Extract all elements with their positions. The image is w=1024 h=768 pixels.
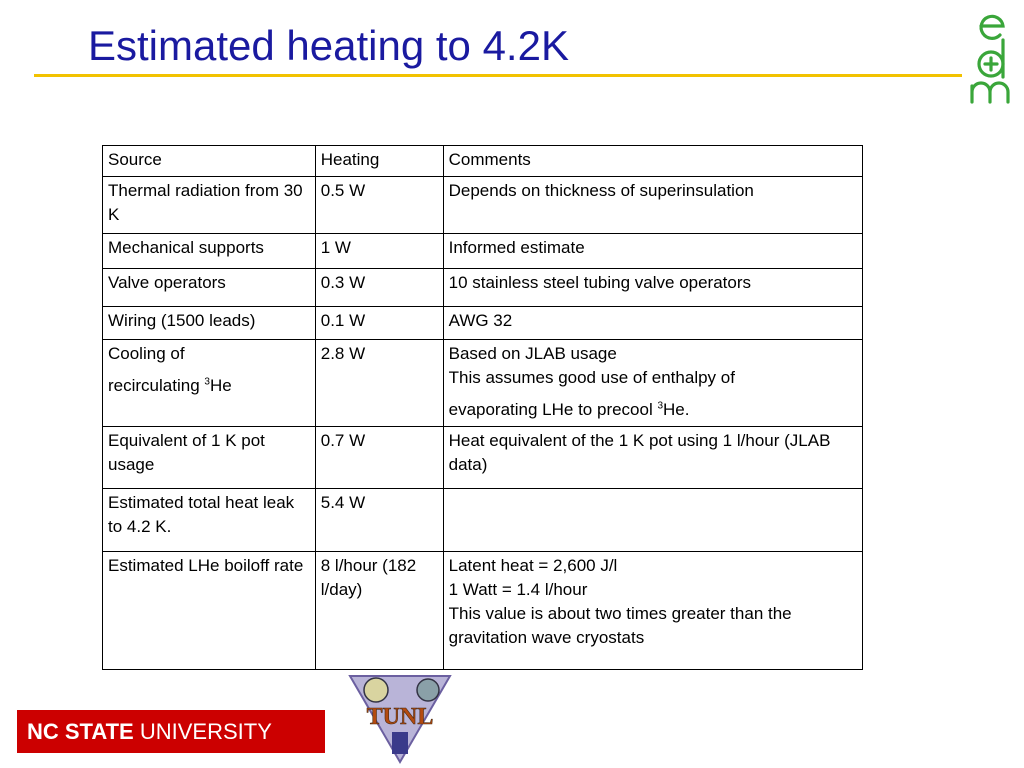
cell-heating: 2.8 W xyxy=(315,340,443,427)
cell-source: Mechanical supports xyxy=(103,234,316,269)
ncsu-logo-bold: NC STATE xyxy=(27,719,134,744)
cell-comments: Depends on thickness of superinsulation xyxy=(443,177,862,234)
cell-comments: Heat equivalent of the 1 K pot using 1 l/hour (JLAB data) xyxy=(443,427,862,489)
table-row xyxy=(103,427,863,489)
cell-comments-line: 1 Watt = 1.4 l/hour xyxy=(448,580,588,599)
cell-heating: 0.5 W xyxy=(315,177,443,234)
cell-source: Estimated total heat leak to 4.2 K. xyxy=(103,489,316,552)
text-fragment: He xyxy=(209,376,232,395)
cell-source: Wiring (1500 leads) xyxy=(103,307,316,340)
table-row xyxy=(103,234,863,269)
cell-source xyxy=(103,340,316,427)
cell-source-line: Cooling of xyxy=(108,344,185,363)
cell-comments xyxy=(443,340,862,427)
table-row xyxy=(103,269,863,307)
text-fragment: recirculating xyxy=(108,376,205,395)
header-comments: Comments xyxy=(443,146,862,177)
cell-source: Equivalent of 1 K pot usage xyxy=(103,427,316,489)
superscript: 3 xyxy=(204,376,210,388)
edm-logo xyxy=(966,6,1020,106)
header-source: Source xyxy=(103,146,316,177)
cell-source: Thermal radiation from 30 K xyxy=(103,177,316,234)
cell-comments: 10 stainless steel tubing valve operators xyxy=(443,269,862,307)
table-row xyxy=(103,552,863,670)
ncsu-logo-rest: UNIVERSITY xyxy=(133,719,272,744)
shield-icon xyxy=(392,732,408,754)
cell-comments xyxy=(443,489,862,552)
cell-heating: 0.3 W xyxy=(315,269,443,307)
table-row xyxy=(103,489,863,552)
cell-heating: 0.7 W xyxy=(315,427,443,489)
table-header-row xyxy=(103,146,863,177)
slide-title: Estimated heating to 4.2K xyxy=(88,22,569,69)
text-fragment: He. xyxy=(663,400,690,419)
title-underline xyxy=(34,74,962,77)
text-fragment: evaporating LHe to precool xyxy=(448,400,658,419)
table-row xyxy=(103,340,863,427)
cell-comments-line: Latent heat = 2,600 J/l xyxy=(448,556,618,575)
cell-comments-line: Based on JLAB usage xyxy=(448,344,617,363)
cell-heating: 1 W xyxy=(315,234,443,269)
seal-right-icon xyxy=(417,679,439,701)
cell-source-line xyxy=(108,374,310,398)
seal-left-icon xyxy=(364,678,388,702)
table-row xyxy=(103,177,863,234)
ncsu-logo xyxy=(17,710,325,753)
cell-comments: Informed estimate xyxy=(443,234,862,269)
cell-comments-line: This value is about two times greater than the gravitation wave cryostats xyxy=(448,604,792,647)
cell-comments-line: This assumes good use of enthalpy of xyxy=(448,368,735,387)
cell-heating: 0.1 W xyxy=(315,307,443,340)
cell-comments-line xyxy=(449,398,857,422)
cell-heating: 5.4 W xyxy=(315,489,443,552)
header-heating: Heating xyxy=(315,146,443,177)
cell-heating: 8 l/hour (182 l/day) xyxy=(315,552,443,670)
table-row xyxy=(103,307,863,340)
superscript: 3 xyxy=(657,400,664,412)
svg-text:TUNL: TUNL xyxy=(366,704,434,730)
tunl-logo xyxy=(348,674,452,764)
heating-table xyxy=(102,145,863,670)
cell-source: Valve operators xyxy=(103,269,316,307)
cell-source: Estimated LHe boiloff rate xyxy=(103,552,316,670)
cell-comments: AWG 32 xyxy=(443,307,862,340)
cell-comments xyxy=(443,552,862,670)
